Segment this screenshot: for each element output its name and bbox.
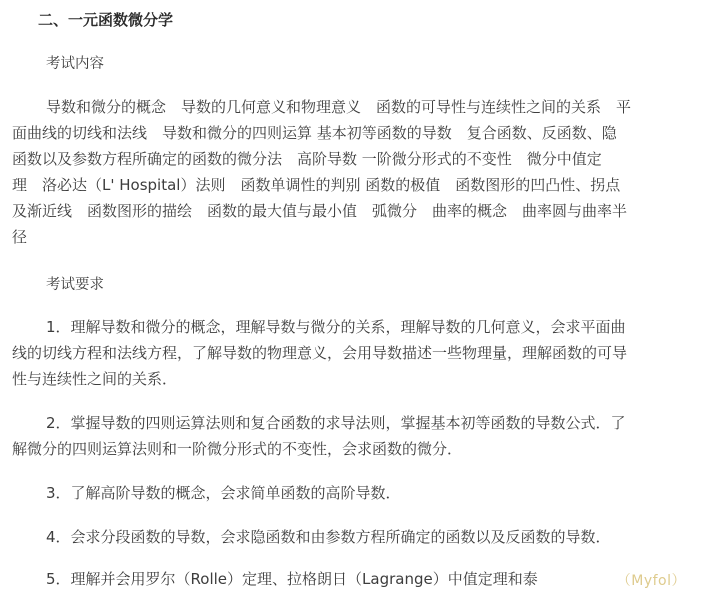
content-line: 函数以及参数方程所确定的函数的微分法 高阶导数 一阶微分形式的不变性 微分中值定 [12, 150, 602, 168]
requirement-line: 3．了解高阶导数的概念，会求简单函数的高阶导数． [46, 484, 401, 502]
requirement-item-3 [12, 480, 702, 506]
content-line: 径 [12, 228, 28, 246]
requirement-line: 解微分的四则运算法则和一阶微分形式的不变性，会求函数的微分． [12, 440, 463, 458]
watermark: （Myfol） [616, 573, 686, 589]
content-line: 理 洛必达（L' Hospital）法则 函数单调性的判别 函数的极值 函数图形的凹凸性、拐点 [12, 176, 621, 194]
requirement-line: 线的切线方程和法线方程，了解导数的物理意义，会用导数描述一些物理量，理解函数的可导 [12, 344, 628, 362]
requirement-item-2 [12, 410, 702, 462]
requirement-line: 性与连续性之间的关系． [12, 370, 178, 388]
content-line: 及渐近线 函数图形的描绘 函数的最大值与最小值 弧微分 曲率的概念 曲率圆与曲率半 [12, 202, 628, 220]
content-heading: 考试内容 [46, 56, 104, 72]
section-title: 二、一元函数微分学 [38, 11, 174, 29]
requirement-item-1 [12, 314, 702, 392]
requirements-heading: 考试要求 [46, 277, 104, 293]
requirement-item-4 [12, 524, 702, 550]
requirement-line: 2．掌握导数的四则运算法则和复合函数的求导法则，掌握基本初等函数的导数公式．了 [46, 414, 626, 432]
requirement-item-5 [12, 566, 702, 592]
requirement-line: 4．会求分段函数的导数，会求隐函数和由参数方程所确定的函数以及反函数的导数． [46, 528, 611, 546]
content-line: 面曲线的切线和法线 导数和微分的四则运算 基本初等函数的导数 复合函数、反函数、隐 [12, 124, 617, 142]
content-line: 导数和微分的概念 导数的几何意义和物理意义 函数的可导性与连续性之间的关系 平 [46, 98, 632, 116]
requirement-line: 1．理解导数和微分的概念，理解导数与微分的关系，理解导数的几何意义，会求平面曲 [46, 318, 626, 336]
content-paragraph [12, 94, 702, 250]
requirement-line: 5．理解并会用罗尔（Rolle）定理、拉格朗日（Lagrange）中值定理和泰 [46, 570, 538, 588]
